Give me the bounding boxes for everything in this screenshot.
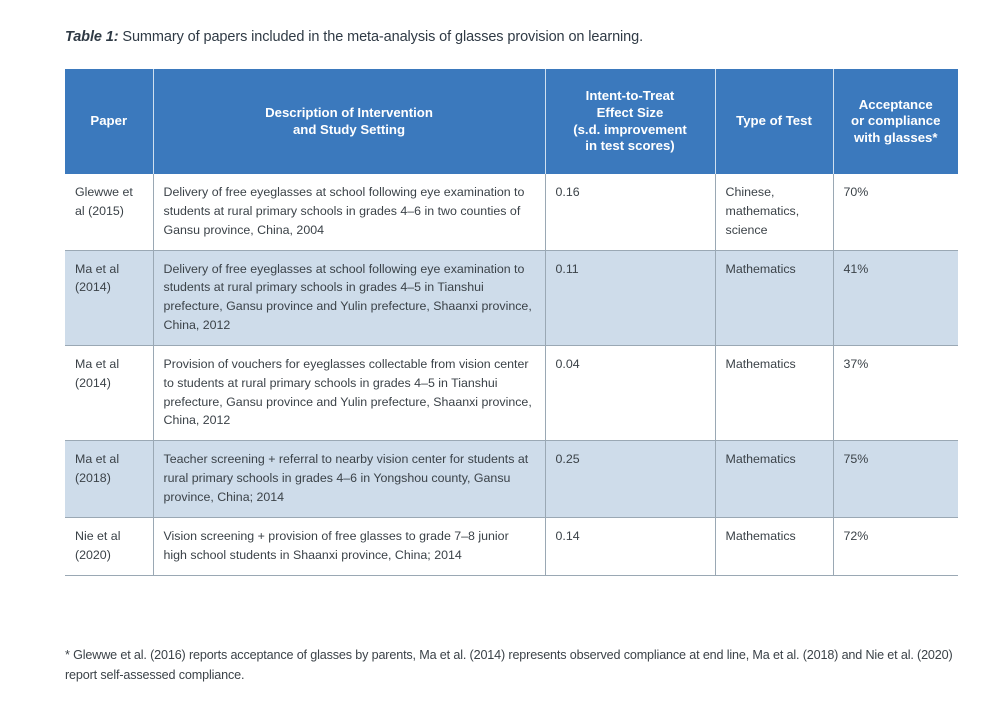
table-row (65, 441, 958, 518)
cell-effect-size: 0.25 (545, 441, 715, 518)
cell-effect-size: 0.16 (545, 174, 715, 250)
cell-description: Delivery of free eyeglasses at school following eye examination to students at rural primary schools in grades 4–6 in two counties of Gansu province, China, 2004 (153, 174, 545, 250)
table-caption-text: Summary of papers included in the meta-analysis of glasses provision on learning. (118, 29, 644, 45)
cell-type-of-test: Chinese, mathematics, science (715, 174, 833, 250)
table-row (65, 345, 958, 440)
cell-acceptance: 70% (833, 174, 958, 250)
table-row (65, 517, 958, 575)
cell-type-of-test: Mathematics (715, 517, 833, 575)
cell-description: Delivery of free eyeglasses at school following eye examination to students at rural primary schools in grades 4–5 in Tianshui prefecture, Gansu province and Yulin prefecture, Shaanxi province, China, 2012 (153, 250, 545, 345)
table-body (65, 174, 958, 575)
column-header-acceptance-line-1: Acceptance (858, 96, 933, 112)
table-header-row (65, 69, 958, 174)
column-header-description (153, 69, 545, 174)
column-header-type-of-test (715, 69, 833, 174)
cell-paper: Nie et al (2020) (65, 517, 153, 575)
column-header-acceptance (833, 69, 958, 174)
column-header-description-line-1: Description of Intervention (265, 104, 433, 120)
cell-acceptance: 37% (833, 345, 958, 440)
cell-type-of-test: Mathematics (715, 250, 833, 345)
cell-acceptance: 72% (833, 517, 958, 575)
cell-description: Provision of vouchers for eyeglasses collectable from vision center to students at rural primary schools in grades 4–5 in Tianshui prefecture, Gansu province and Yulin prefecture, Shaanxi province, China, 2012 (153, 345, 545, 440)
column-header-effect-size-line-2: Effect Size (596, 104, 664, 120)
column-header-effect-size-line-1: Intent-to-Treat (585, 88, 675, 104)
column-header-type-of-test-line-1: Type of Test (736, 113, 812, 129)
table-row (65, 174, 958, 250)
table-caption-label: Table 1: (65, 29, 119, 45)
column-header-effect-size-line-3: (s.d. improvement (573, 121, 687, 137)
cell-type-of-test: Mathematics (715, 345, 833, 440)
column-header-paper-line-1: Paper (90, 113, 128, 129)
table-row (65, 250, 958, 345)
column-header-acceptance-line-2: or compliance (851, 113, 941, 129)
cell-effect-size: 0.04 (545, 345, 715, 440)
column-header-acceptance-line-3: with glasses* (853, 129, 938, 145)
cell-paper: Ma et al (2018) (65, 441, 153, 518)
column-header-description-line-2: and Study Setting (292, 121, 406, 137)
table-header (65, 69, 958, 174)
cell-acceptance: 41% (833, 250, 958, 345)
table-footnote: * Glewwe et al. (2016) reports acceptance of glasses by parents, Ma et al. (2014) represents observed compliance at end line, Ma et al. (2018) and Nie et al. (2020) report self-assessed compliance. (65, 648, 953, 683)
cell-effect-size: 0.14 (545, 517, 715, 575)
column-header-effect-size-line-4: in test scores) (585, 138, 675, 154)
cell-description: Teacher screening + referral to nearby vision center for students at rural primary schools in grades 4–6 in Yongshou county, Gansu province, China; 2014 (153, 441, 545, 518)
cell-paper: Ma et al (2014) (65, 250, 153, 345)
cell-paper: Ma et al (2014) (65, 345, 153, 440)
cell-acceptance: 75% (833, 441, 958, 518)
cell-description: Vision screening + provision of free glasses to grade 7–8 junior high school students in Shaanxi province, China; 2014 (153, 517, 545, 575)
cell-effect-size: 0.11 (545, 250, 715, 345)
summary-table (65, 69, 958, 576)
cell-paper: Glewwe et al (2015) (65, 174, 153, 250)
table-caption (65, 28, 965, 48)
cell-type-of-test: Mathematics (715, 441, 833, 518)
column-header-paper (65, 69, 153, 174)
column-header-effect-size (545, 69, 715, 174)
